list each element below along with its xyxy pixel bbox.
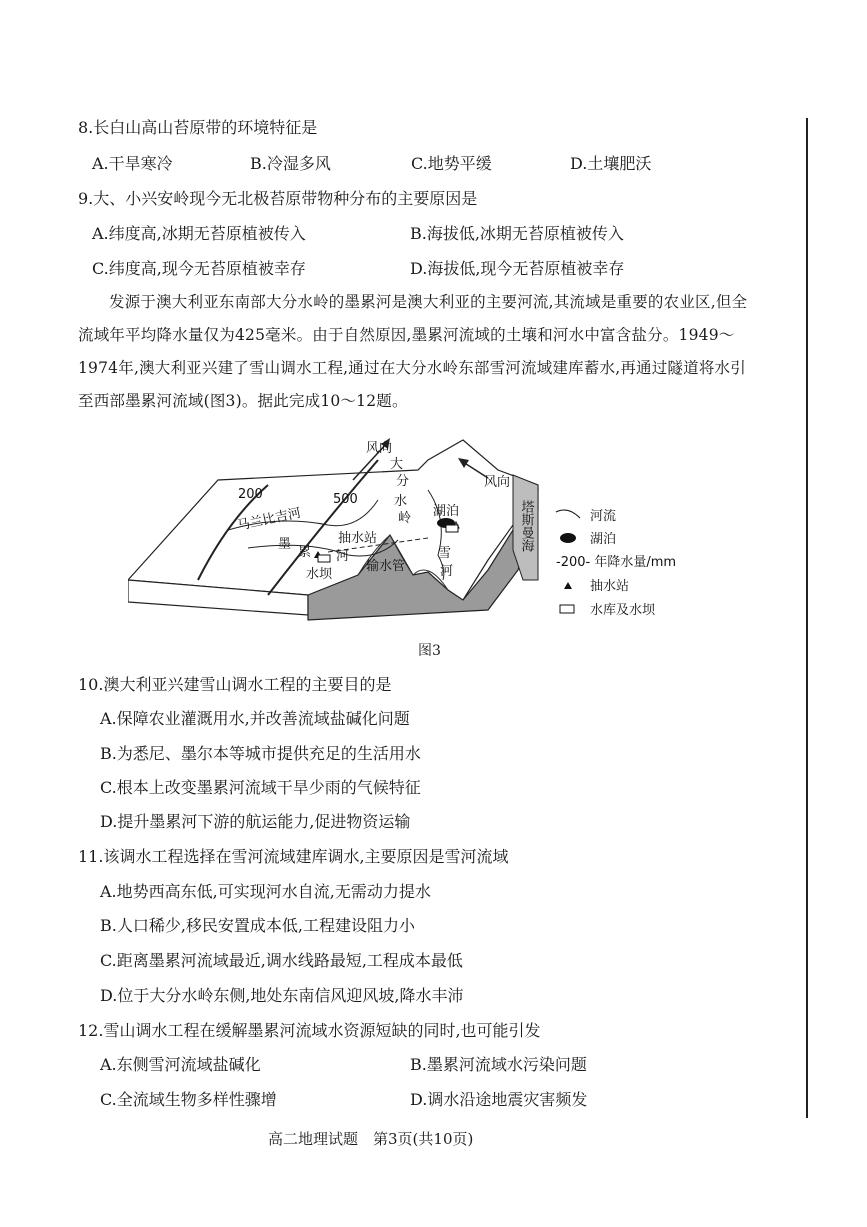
q12-option-c[interactable]: C.全流域生物多样性骤增 xyxy=(100,1090,277,1109)
figure-caption: 图3 xyxy=(418,643,441,659)
label-fen: 分 xyxy=(396,474,410,489)
label-lei: 累 xyxy=(298,545,312,560)
page-footer: 高二地理试题 第3页(共10页) xyxy=(268,1130,474,1148)
q9-option-a[interactable]: A.纬度高,冰期无苔原植被传入 xyxy=(92,224,306,243)
label-isohyet-500: 500 xyxy=(333,492,358,507)
margin-line xyxy=(806,118,808,1118)
label-da: 大 xyxy=(390,457,404,472)
q10-option-d[interactable]: D.提升墨累河下游的航运能力,促进物资运输 xyxy=(100,812,411,831)
label-he: 河 xyxy=(336,549,350,564)
q12-stem: 12.雪山调水工程在缓解墨累河流域水资源短缺的同时,也可能引发 xyxy=(78,1021,541,1040)
q12-option-a[interactable]: A.东侧雪河流域盐碱化 xyxy=(100,1055,261,1074)
label-pump-station: 抽水站 xyxy=(338,531,378,546)
label-dam: 水坝 xyxy=(306,567,333,582)
q12-option-d[interactable]: D.调水沿途地震灾害频发 xyxy=(410,1090,588,1109)
q11-option-b[interactable]: B.人口稀少,移民安置成本低,工程建设阻力小 xyxy=(100,916,416,935)
label-murrumbidgee: 马兰比吉河 xyxy=(235,505,303,534)
label-shui: 水 xyxy=(394,494,408,509)
legend-isohyet: -200- 年降水量/mm xyxy=(556,555,677,570)
label-wind-west: 风向 xyxy=(366,441,393,456)
q11-stem: 11.该调水工程选择在雪河流域建库调水,主要原因是雪河流域 xyxy=(78,847,509,866)
q12-option-b[interactable]: B.墨累河流域水污染问题 xyxy=(410,1055,587,1074)
q8-option-b[interactable]: B.冷湿多风 xyxy=(250,154,331,173)
legend-river: 河流 xyxy=(590,509,617,524)
q10-stem: 10.澳大利亚兴建雪山调水工程的主要目的是 xyxy=(78,675,392,694)
label-lake: 湖泊 xyxy=(433,504,460,519)
q8-option-c[interactable]: C.地势平缓 xyxy=(411,154,492,173)
label-wind-east: 风向 xyxy=(484,475,511,490)
q11-option-a[interactable]: A.地势西高东低,可实现河水自流,无需动力提水 xyxy=(100,882,431,901)
q11-option-c[interactable]: C.距离墨累河流域最近,调水线路最短,工程成本最低 xyxy=(100,951,463,970)
figure-3-block-diagram xyxy=(128,430,708,630)
label-isohyet-200: 200 xyxy=(238,487,263,502)
q9-option-c[interactable]: C.纬度高,现今无苔原植被幸存 xyxy=(92,259,306,278)
label-xue-he: 河 xyxy=(440,564,454,579)
q8-option-d[interactable]: D.土壤肥沃 xyxy=(570,154,652,173)
q9-stem: 9.大、小兴安岭现今无北极苔原带物种分布的主要原因是 xyxy=(78,189,478,208)
label-pipe: 输水管 xyxy=(366,559,406,574)
q10-option-c[interactable]: C.根本上改变墨累河流域干旱少雨的气候特征 xyxy=(100,778,421,797)
legend-dam: 水库及水坝 xyxy=(590,603,656,618)
legend-lake: 湖泊 xyxy=(590,532,617,547)
label-ling: 岭 xyxy=(398,511,412,526)
q10-option-b[interactable]: B.为悉尼、墨尔本等城市提供充足的生活用水 xyxy=(100,744,421,763)
q11-option-d[interactable]: D.位于大分水岭东侧,地处东南信风迎风坡,降水丰沛 xyxy=(100,986,464,1005)
label-mo: 墨 xyxy=(278,537,292,552)
label-tasman-sea: 塔斯曼海 xyxy=(518,500,534,552)
reading-passage: 发源于澳大利亚东南部大分水岭的墨累河是澳大利亚的主要河流,其流域是重要的农业区,但全流域年平均降水量仅为425毫米。由于自然原因,墨累河流域的土壤和河水中富含盐分。1949～1974年,澳大利亚兴建了雪山调水工程,通过在大分水岭东部雪河流域建库蓄水,再通过隧道将水引至西部墨累河流域(图3)。据此完成10～12题。 xyxy=(78,293,748,410)
q10-option-a[interactable]: A.保障农业灌溉用水,并改善流域盐碱化问题 xyxy=(100,709,410,728)
q9-option-d[interactable]: D.海拔低,现今无苔原植被幸存 xyxy=(410,259,625,278)
q8-stem: 8.长白山高山苔原带的环境特征是 xyxy=(78,118,318,137)
label-xue: 雪 xyxy=(438,546,452,561)
legend-pump: 抽水站 xyxy=(590,579,630,594)
q9-option-b[interactable]: B.海拔低,冰期无苔原植被传入 xyxy=(410,224,624,243)
q8-option-a[interactable]: A.干旱寒冷 xyxy=(92,154,173,173)
